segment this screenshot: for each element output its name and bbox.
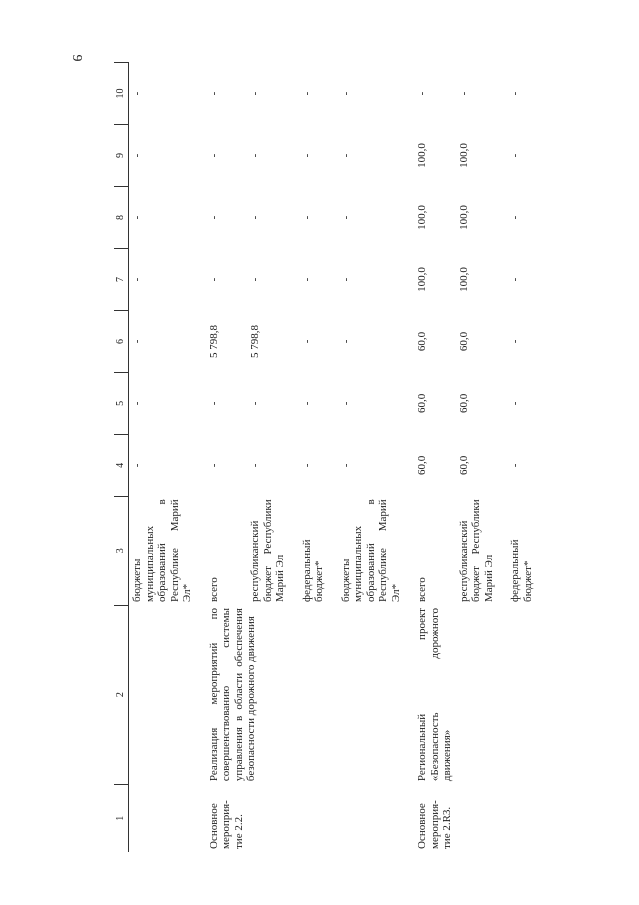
- amount-cell: 60,0: [416, 393, 428, 414]
- event-code: [497, 784, 536, 852]
- amount-cell: -: [131, 277, 143, 282]
- amount-cell: 5 798,8: [207, 324, 220, 358]
- column-number: 2: [114, 605, 129, 784]
- column-number: 8: [114, 187, 129, 249]
- amount-cell: 100,0: [416, 205, 428, 230]
- amount-cell: -: [131, 339, 143, 344]
- amount-cell: -: [249, 277, 261, 282]
- event-code: [328, 784, 405, 852]
- amount-cell: -: [300, 339, 313, 344]
- table-row: [196, 63, 248, 853]
- column-number: 4: [114, 434, 129, 496]
- amount-cell: -: [339, 339, 352, 344]
- amount-cell: 100,0: [457, 143, 470, 168]
- amount-cell: -: [300, 401, 313, 406]
- amount-cell: -: [509, 401, 521, 406]
- amount-cell: -: [509, 463, 521, 468]
- event-code: Основное мероприя-тие 2.2.: [207, 800, 245, 849]
- amount-cell: -: [249, 401, 261, 406]
- column-number: 10: [114, 63, 129, 125]
- amount-cell: -: [509, 215, 521, 220]
- amount-cell: -: [131, 215, 143, 220]
- event-code: [247, 784, 289, 852]
- column-number: 7: [114, 248, 129, 310]
- amount-cell: -: [300, 277, 313, 282]
- table-row: [404, 63, 456, 853]
- amount-cell: -: [509, 339, 521, 344]
- amount-cell: -: [207, 277, 220, 282]
- event-code: [289, 784, 328, 852]
- column-number: 3: [114, 496, 129, 605]
- funding-source: всего: [416, 577, 428, 603]
- amount-cell: -: [249, 463, 261, 468]
- amount-cell: -: [207, 401, 220, 406]
- amount-cell: 100,0: [416, 143, 428, 168]
- amount-cell: -: [207, 215, 220, 220]
- amount-cell: 60,0: [457, 393, 470, 414]
- amount-cell: -: [339, 277, 352, 282]
- amount-cell: 100,0: [457, 205, 470, 230]
- amount-cell: -: [509, 277, 521, 282]
- column-number: 6: [114, 310, 129, 372]
- amount-cell: -: [249, 215, 261, 220]
- funding-source: бюджеты муниципальных образований в Республике Марий Эл*: [131, 499, 193, 603]
- column-number: 1: [114, 784, 129, 852]
- amount-cell: -: [131, 153, 143, 158]
- table-row: [129, 63, 196, 853]
- funding-source: федеральный бюджет*: [300, 539, 325, 603]
- event-name: Региональный проект «Безопасность дорожного движения»: [416, 608, 453, 782]
- column-number: 9: [114, 125, 129, 187]
- amount-cell: -: [300, 153, 313, 158]
- amount-cell: -: [300, 91, 313, 96]
- funding-source: федеральный бюджет*: [509, 539, 534, 603]
- amount-cell: -: [131, 401, 143, 406]
- amount-cell: -: [339, 153, 352, 158]
- amount-cell: 60,0: [457, 455, 470, 475]
- amount-cell: -: [339, 463, 352, 468]
- amount-cell: -: [207, 463, 220, 468]
- amount-cell: 60,0: [416, 331, 428, 352]
- amount-cell: 100,0: [416, 267, 428, 292]
- amount-cell: -: [339, 215, 352, 220]
- amount-cell: -: [339, 91, 352, 96]
- amount-cell: -: [457, 91, 470, 96]
- event-code: Основное мероприя-тие 2.R3.: [416, 800, 453, 849]
- funding-source: республиканский бюджет Республики Марий Эл: [249, 499, 286, 603]
- amount-cell: 100,0: [457, 267, 470, 292]
- page-number: 9: [69, 54, 84, 62]
- amount-cell: -: [339, 401, 352, 406]
- funding-source: всего: [207, 577, 220, 603]
- amount-cell: -: [300, 463, 313, 468]
- amount-cell: -: [300, 215, 313, 220]
- column-number-row: [114, 63, 129, 853]
- amount-cell: 5 798,8: [249, 324, 261, 358]
- amount-cell: 60,0: [457, 331, 470, 352]
- rotated-table-area: [114, 62, 624, 852]
- amount-cell: -: [131, 91, 143, 96]
- amount-cell: 60,0: [416, 455, 428, 475]
- funding-source: бюджеты муниципальных образований в Республике Марий Эл*: [339, 499, 402, 603]
- amount-cell: -: [509, 153, 521, 158]
- amount-cell: -: [131, 463, 143, 468]
- amount-cell: -: [249, 91, 261, 96]
- amount-cell: -: [509, 91, 521, 96]
- amount-cell: -: [416, 91, 428, 96]
- event-name: [129, 605, 196, 784]
- amount-cell: -: [207, 153, 220, 158]
- event-code: [456, 784, 498, 852]
- event-name: Реализация мероприятий по совершенствованию системы управления в области обеспечения безопасности дорожного движения: [207, 608, 257, 782]
- funding-source: республиканский бюджет Республики Марий Эл: [457, 499, 495, 603]
- amount-cell: -: [249, 153, 261, 158]
- budget-table: [114, 62, 536, 852]
- amount-cell: -: [207, 91, 220, 96]
- column-number: 5: [114, 372, 129, 434]
- event-code: [129, 784, 196, 852]
